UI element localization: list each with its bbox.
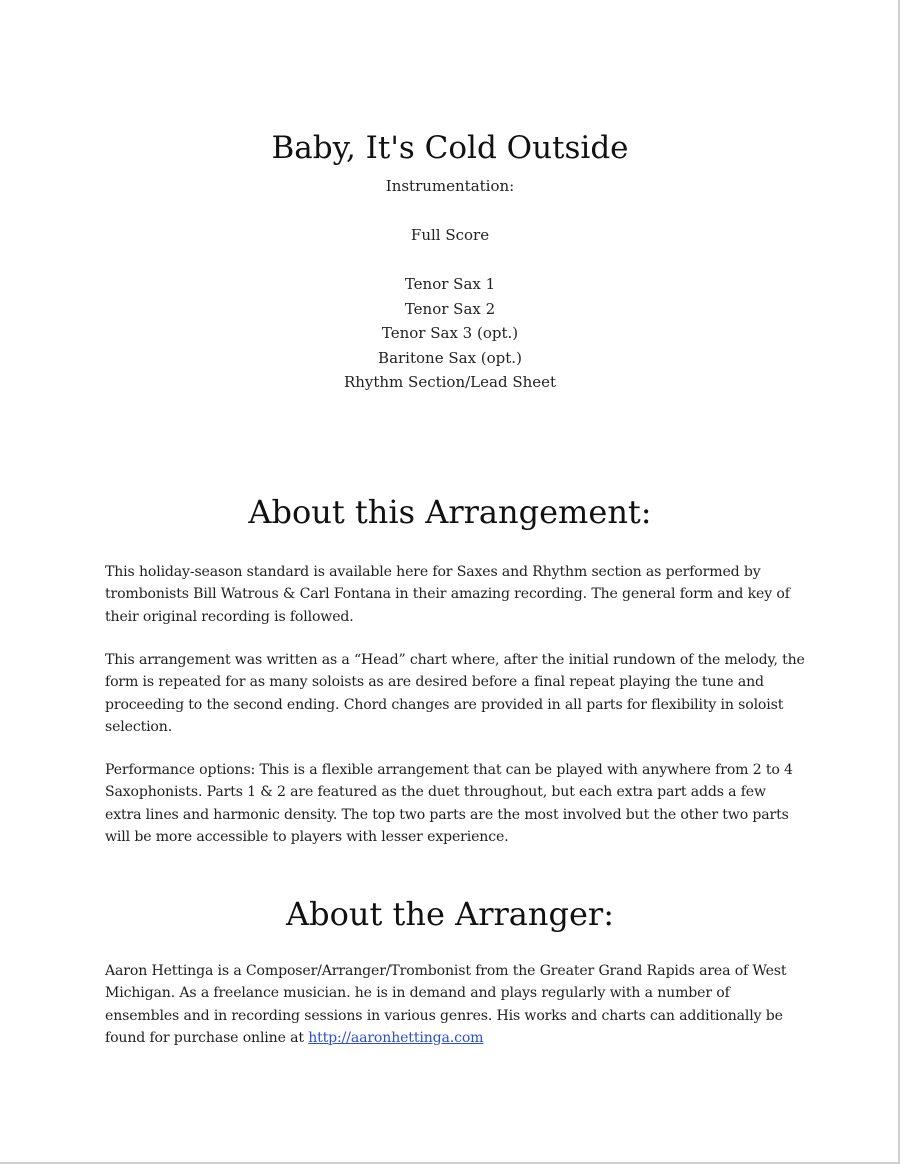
arranger-bio-text: Aaron Hettinga is a Composer/Arranger/Trombonist from the Greater Grand Rapids area of West Michigan. As a freelance musician. he is in demand and plays regularly with a number of ensembles and in recording sessions in various genres. His works and charts can additionally be found for purchase online at [105, 963, 787, 1046]
instrumentation-label: Instrumentation: [385, 177, 515, 195]
part-tenor-sax-3: Tenor Sax 3 (opt.) [381, 324, 519, 342]
spacer [0, 199, 900, 224]
instrumentation-block [0, 174, 900, 395]
spacer [0, 248, 900, 273]
arranger-paragraph [105, 960, 805, 1049]
arrangement-paragraph-3: Performance options: This is a flexible arrangement that can be played with anywhere from 2 to 4 Saxophonists. Parts 1 & 2 are featured as the duet throughout, but each extra part adds a few extra lines and harmonic density. The top two parts are the most involved but the other two parts will be more accessible to players with lesser experience. [105, 762, 793, 845]
about-arrangement-heading: About this Arrangement: [248, 493, 652, 531]
part-rhythm-section: Rhythm Section/Lead Sheet [343, 373, 557, 391]
part-tenor-sax-1: Tenor Sax 1 [404, 275, 496, 293]
full-score-label: Full Score [410, 226, 490, 244]
part-baritone-sax: Baritone Sax (opt.) [378, 348, 522, 367]
page-title: Baby, It's Cold Outside [271, 130, 629, 166]
arranger-website-link[interactable]: http://aaronhettinga.com [308, 1029, 484, 1046]
arrangement-paragraph-1: This holiday-season standard is available here for Saxes and Rhythm section as performed by trombonists Bill Watrous & Carl Fontana in their amazing recording. The general form and key of their original recording is followed. [105, 564, 790, 625]
arrangement-paragraph-2: This arrangement was written as a “Head” chart where, after the initial rundown of the melody, the form is repeated for as many soloists as are desired before a final repeat playing the tune and proceeding to the second ending. Chord changes are provided in all parts for flexibility in soloist selection. [105, 652, 805, 735]
about-arranger-heading: About the Arranger: [286, 895, 614, 933]
part-tenor-sax-2: Tenor Sax 2 [404, 299, 496, 318]
